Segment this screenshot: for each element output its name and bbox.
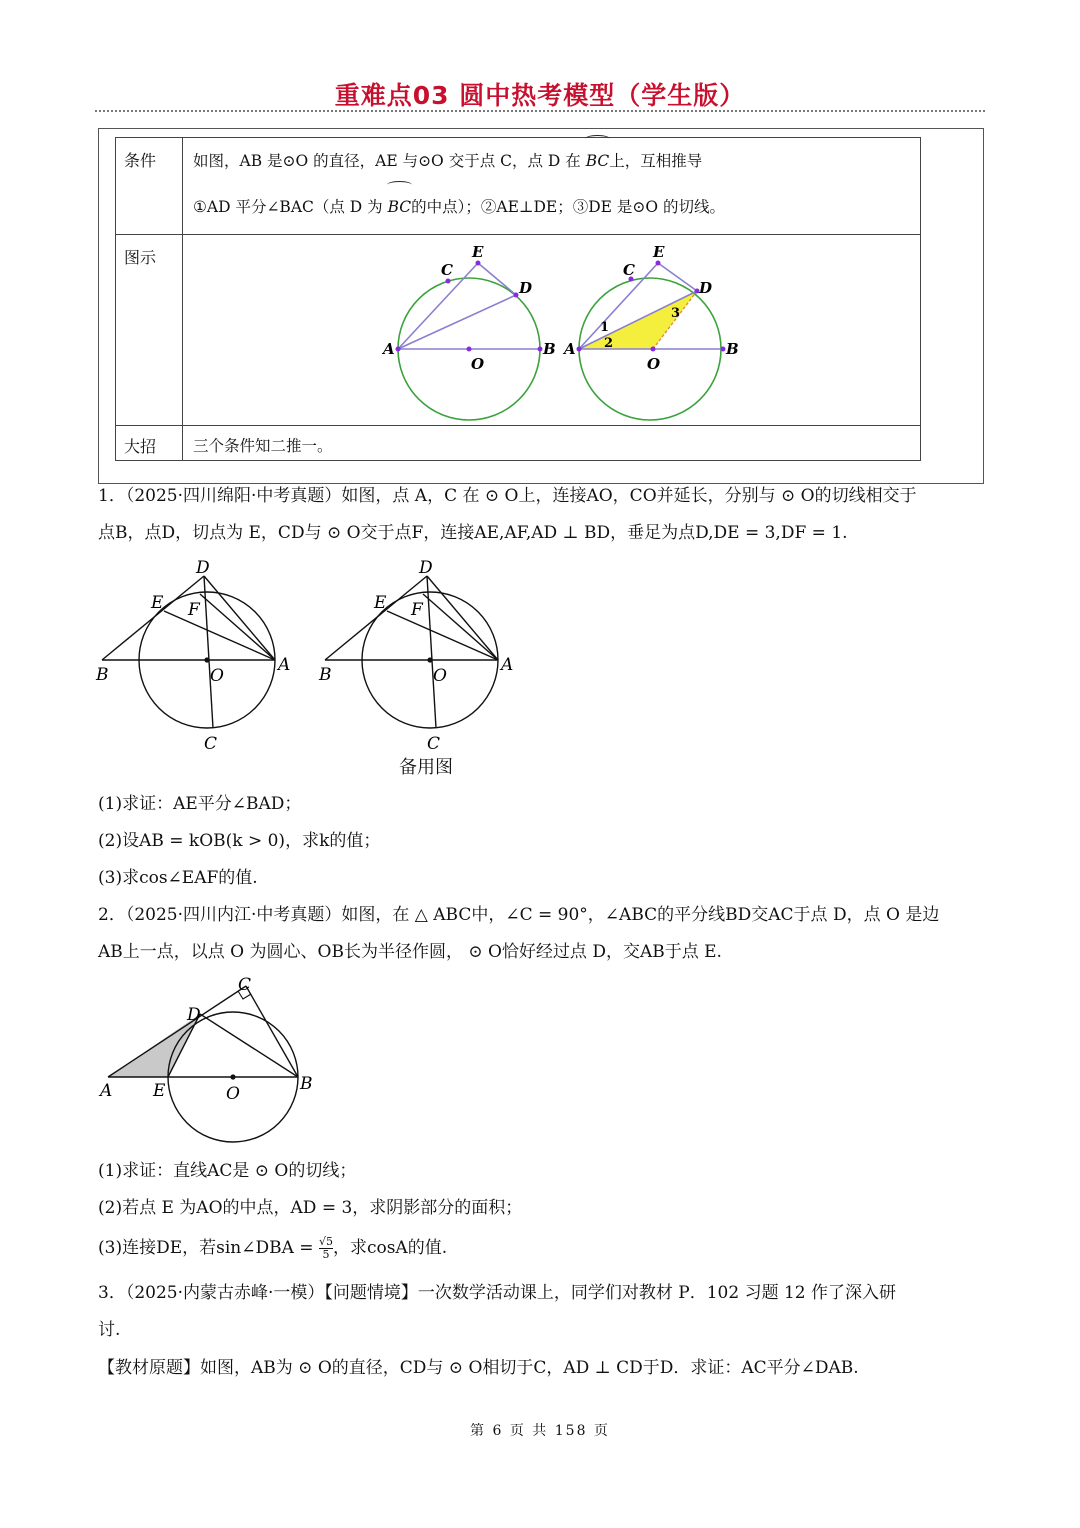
q2-label-o: O: [226, 1084, 240, 1104]
q1-label-c: C: [204, 734, 218, 754]
label-c-2: C: [623, 261, 635, 279]
q1-figure-main: [95, 558, 290, 754]
q2-label-a: A: [100, 1081, 113, 1101]
q2-label-e: E: [153, 1081, 166, 1101]
q2-sub-1: (1)求证：直线AC是 ⊙ O的切线；: [98, 1161, 357, 1181]
angle-label-1: 1: [600, 320, 610, 335]
q1-sub-1: (1)求证：AE平分∠BAD；: [98, 794, 302, 814]
q1-backup-caption: 备用图: [399, 757, 453, 778]
q1b-label-e: E: [374, 593, 387, 613]
point-d: [514, 293, 519, 298]
label-o: O: [471, 355, 485, 373]
q1-label-d: D: [196, 558, 210, 578]
q2-label-b: B: [300, 1074, 313, 1094]
q1-label-f: F: [188, 600, 200, 620]
page-footer: 第 6 页 共 158 页: [470, 1423, 610, 1439]
point-e-2: [656, 261, 661, 266]
line-ae: [398, 263, 478, 349]
label-a-2: A: [564, 340, 576, 358]
q1-line-af: [200, 594, 275, 660]
angle-label-2: 2: [604, 336, 614, 351]
q2-fraction: $\frac{√5}{5}$: [318, 1235, 333, 1261]
condition-line-2: ①AD 平分∠BAC（点 D 为 BC的中点）；②AE⊥DE；③DE 是⊙O 的切线。: [193, 184, 910, 230]
q1b-label-c: C: [427, 734, 441, 754]
q1b-label-d: D: [419, 558, 433, 578]
point-b: [538, 347, 543, 352]
q1b-label-o: O: [433, 666, 447, 686]
q3-stem-line-3: 【教材原题】如图，AB为 ⊙ O的直径，CD与 ⊙ O相切于C，AD ⊥ CD于D．求证：AC平分∠DAB.: [98, 1358, 859, 1378]
q1-figures: [92, 556, 532, 756]
q2-sub-2: (2)若点 E 为AO的中点，AD = 3，求阴影部分的面积；: [98, 1198, 523, 1218]
condition-label: 条件: [116, 138, 183, 235]
trick-content: 三个条件知二推一。: [183, 426, 921, 461]
q1-line-ad: [204, 576, 275, 660]
q1b-line-af: [423, 594, 498, 660]
label-a: A: [383, 340, 395, 358]
condition-row: [116, 138, 921, 235]
figure-row: [116, 235, 921, 426]
q2-stem-line-2: AB上一点，以点 O 为圆心、OB长为半径作圆， ⊙ O恰好经过点 D，交AB于点 E.: [98, 942, 722, 962]
point-b-2: [721, 347, 726, 352]
q1-stem-line-2: 点B，点D，切点为 E，CD与 ⊙ O交于点F，连接AE,AF,AD ⊥ BD，垂足为点D,DE = 3,DF = 1.: [98, 523, 848, 543]
q1-label-o: O: [210, 666, 224, 686]
model-figure-left: [381, 243, 556, 420]
q1-point-o: [204, 657, 209, 662]
q2-line-ac: [108, 986, 246, 1077]
page-title: 重难点03 圆中热考模型（学生版）: [334, 81, 746, 110]
label-c: C: [441, 261, 453, 279]
label-e-2: E: [653, 243, 665, 261]
point-c: [446, 279, 451, 284]
q1b-label-f: F: [411, 600, 423, 620]
q3-stem-line-1: 3．（2025·内蒙古赤峰·一模）【问题情境】一次数学活动课上，同学们对教材 P．102 习题 12 作了深入研: [98, 1283, 897, 1303]
label-e: E: [472, 243, 484, 261]
q1b-line-ae: [387, 611, 498, 660]
point-e: [476, 261, 481, 266]
label-o-2: O: [647, 355, 661, 373]
model-table: [115, 137, 921, 461]
condition-line-1: 如图，AB 是⊙O 的直径，AE 与⊙O 交于点 C，点 D 在 BC上，互相推导: [193, 138, 910, 184]
condition-content: [183, 138, 921, 235]
q1-label-a: A: [278, 655, 291, 675]
q1b-line-ad: [427, 576, 498, 660]
q2-label-d: D: [187, 1005, 201, 1025]
label-d: D: [519, 279, 533, 297]
q1-label-b: B: [96, 665, 109, 685]
point-o: [467, 347, 472, 352]
angle-label-3: 3: [671, 306, 681, 321]
arc-bc-label: BC: [586, 138, 610, 184]
q1-line-ae: [164, 611, 275, 660]
title-divider: [95, 110, 985, 112]
trick-row: [116, 426, 921, 461]
line-de-2: [658, 263, 697, 291]
q1-sub-3: (3)求cos∠EAF的值.: [98, 868, 258, 888]
label-b: B: [543, 340, 556, 358]
q1b-label-b: B: [319, 665, 332, 685]
q2-label-c: C: [238, 975, 252, 995]
q1-stem-line-1: 1．（2025·四川绵阳·中考真题）如图，点 A，C 在 ⊙ O上，连接AO，CO并延长，分别与 ⊙ O的切线相交于: [98, 486, 917, 506]
arc-bc-label-2: BC: [388, 184, 412, 230]
q2-figure: [92, 972, 332, 1147]
model-figure-right: [562, 243, 739, 420]
q3-stem-line-2: 讨.: [98, 1320, 121, 1340]
q2-line-db: [200, 1014, 298, 1077]
label-d-2: D: [699, 279, 713, 297]
q1b-label-a: A: [501, 655, 514, 675]
model-figures: [183, 235, 933, 425]
q1-figure-backup: [318, 558, 513, 754]
q2-stem-line-1: 2．（2025·四川内江·中考真题）如图，在 △ ABC中，∠C = 90°，∠ABC的平分线BD交AC于点 D，点 O 是边: [98, 905, 940, 925]
point-a: [396, 347, 401, 352]
q1b-point-o: [427, 657, 432, 662]
label-b-2: B: [726, 340, 739, 358]
point-a-2: [577, 347, 582, 352]
figure-content: [183, 235, 921, 426]
q2-sub-3: (3)连接DE，若sin∠DBA = $\frac{√5}{5}$ ，求cosA的值.: [98, 1235, 448, 1261]
q2-line-cb: [246, 986, 298, 1077]
trick-label: 大招: [116, 426, 183, 461]
q1-label-e: E: [151, 593, 164, 613]
figure-label: 图示: [116, 235, 183, 426]
point-o-2: [651, 347, 656, 352]
q2-point-o: [230, 1074, 235, 1079]
q1-sub-2: (2)设AB = kOB(k > 0)，求k的值；: [98, 831, 381, 851]
